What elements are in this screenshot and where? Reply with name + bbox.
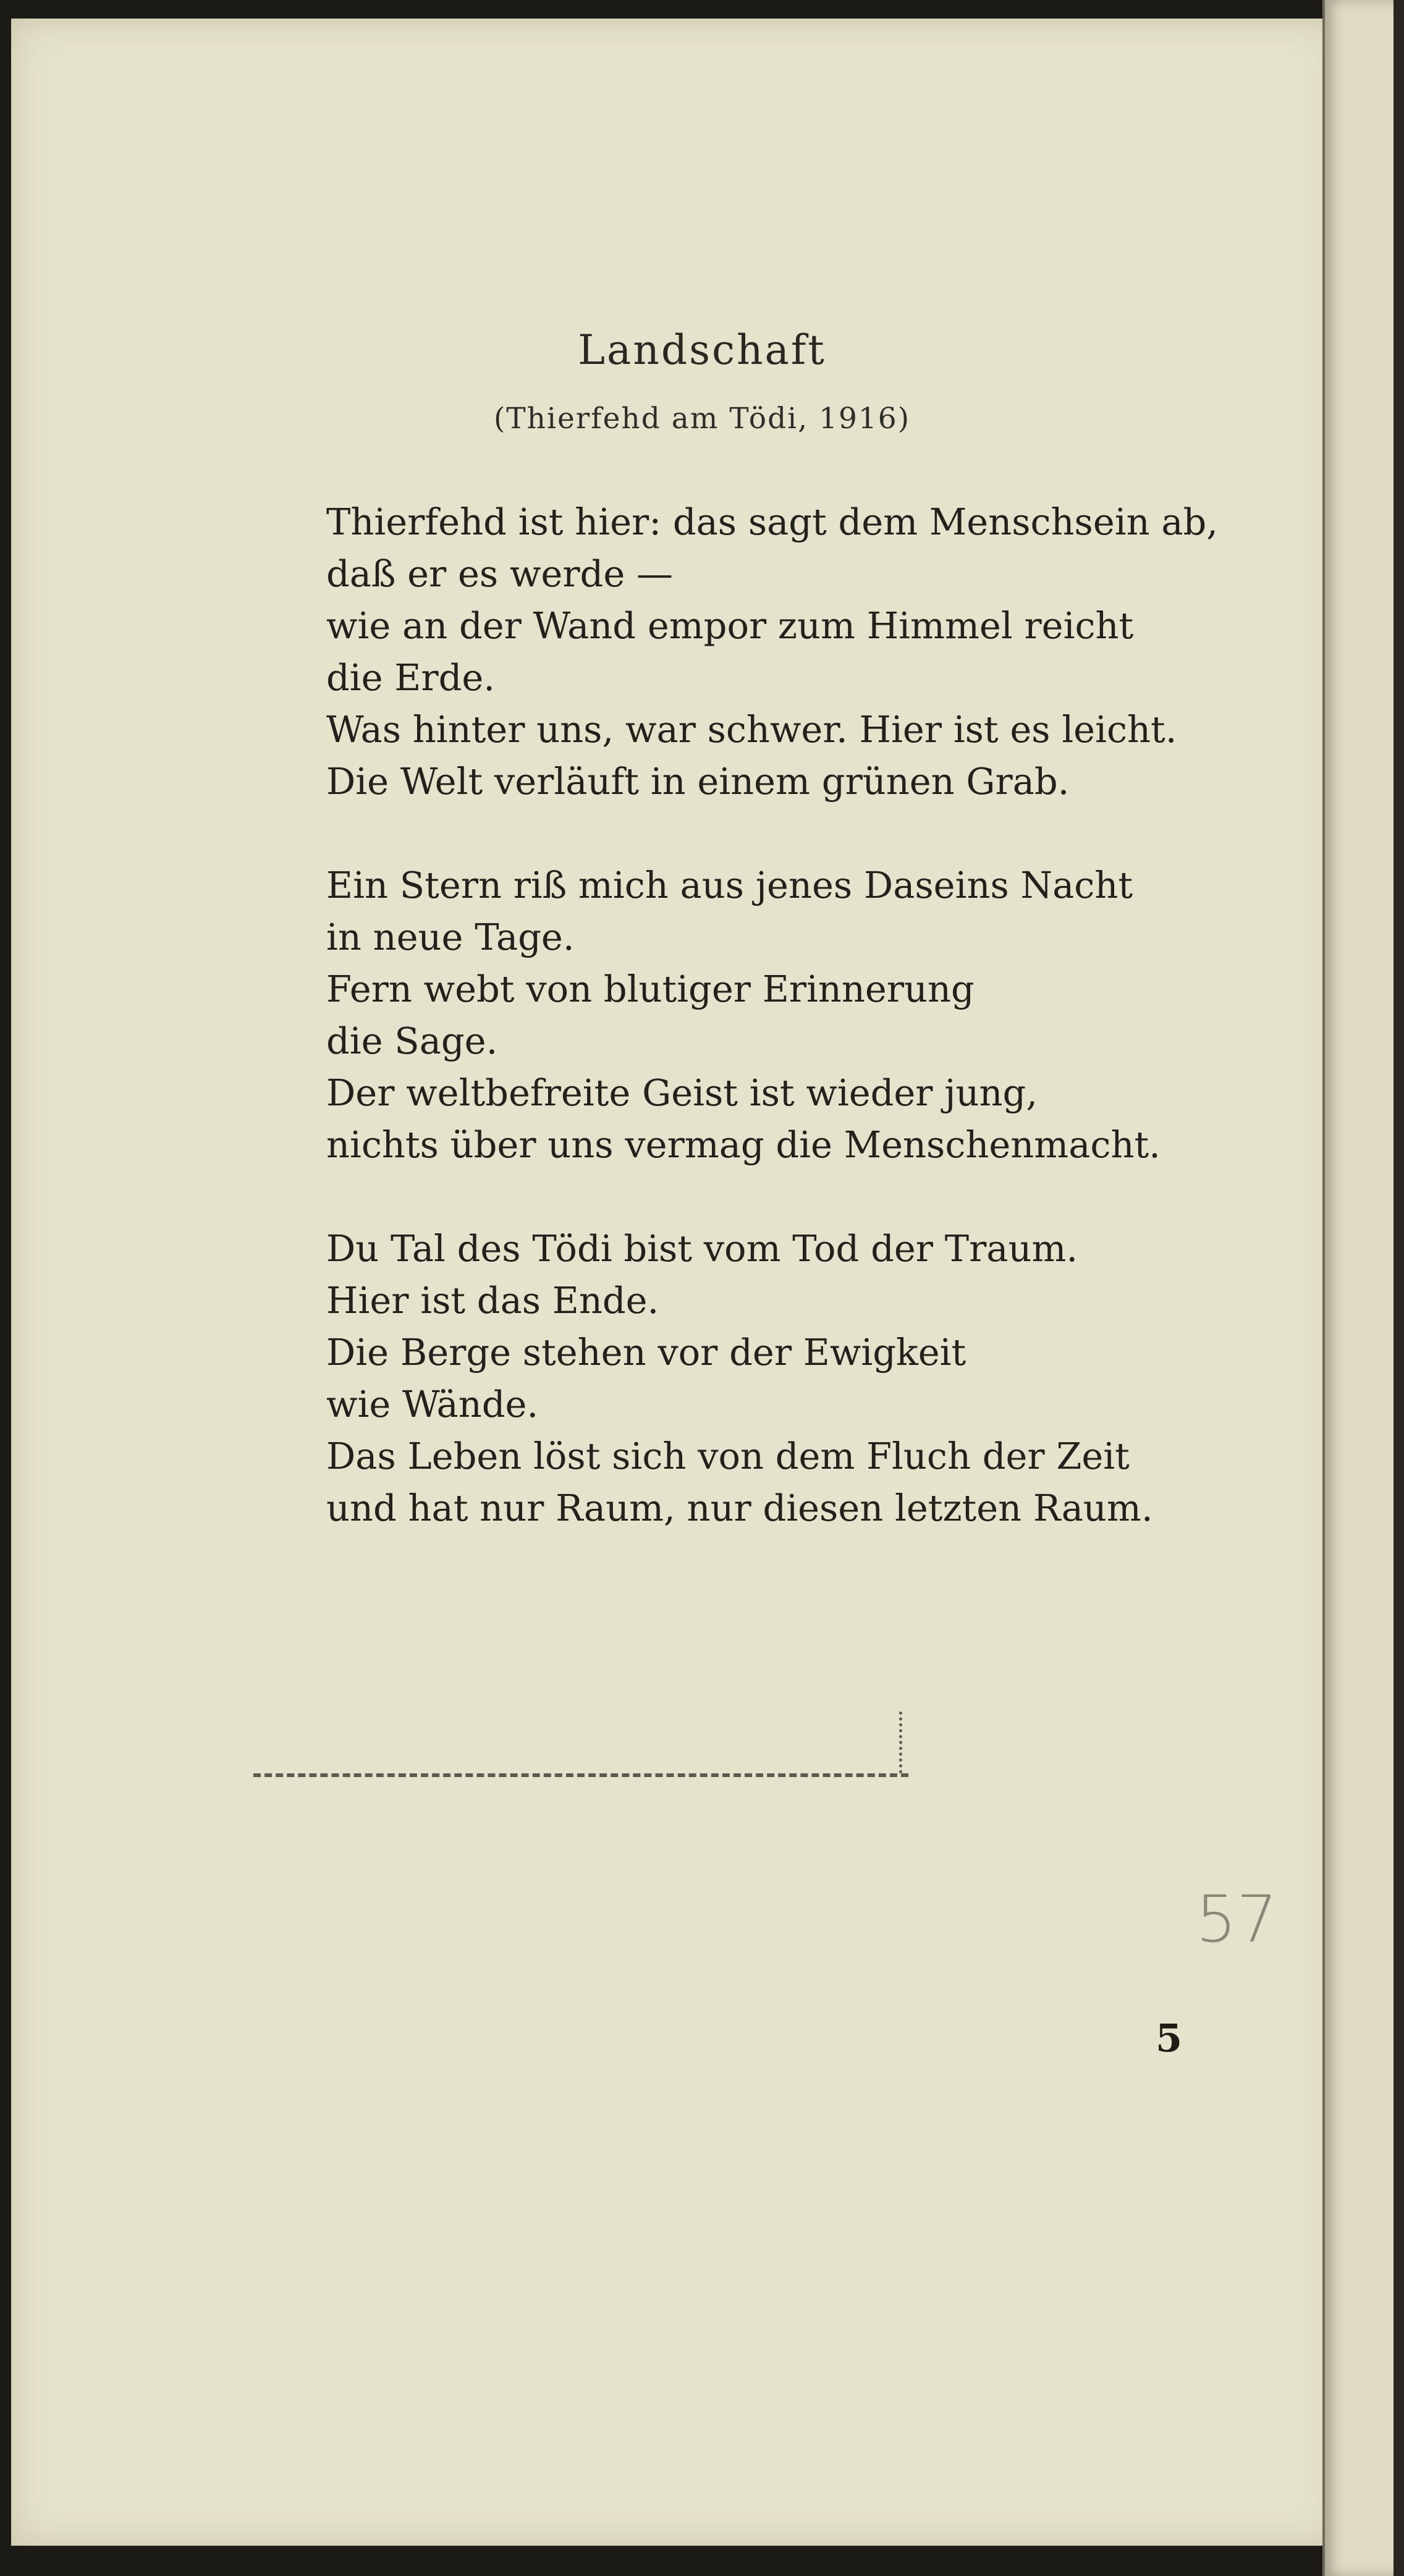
- poem-line: wie an der Wand empor zum Himmel reicht: [326, 604, 1134, 647]
- poem-body: [326, 496, 1218, 1586]
- next-page-edge: [1322, 0, 1404, 2576]
- poem-subtitle: (Thierfehd am Tödi, 1916): [493, 402, 911, 436]
- poem-line: die Erde.: [326, 656, 496, 699]
- poem-line: Der weltbefreite Geist ist wieder jung,: [326, 1071, 1038, 1114]
- stanza-1: [326, 496, 1218, 808]
- poem-line: Die Welt verläuft in einem grünen Grab.: [326, 760, 1070, 803]
- poem-line: Was hinter uns, war schwer. Hier ist es leicht.: [326, 708, 1177, 751]
- poem-line: Das Leben löst sich von dem Fluch der Zeit: [326, 1435, 1130, 1477]
- poem-line: nichts über uns vermag die Menschenmacht.: [326, 1123, 1161, 1166]
- poem-line: Hier ist das Ende.: [326, 1279, 659, 1322]
- poem-line: Die Berge stehen vor der Ewigkeit: [326, 1331, 966, 1374]
- printed-rule: [253, 1773, 908, 1777]
- poem-line: in neue Tage.: [326, 916, 575, 958]
- scan-border: [1393, 0, 1404, 2576]
- poem-line: Ein Stern riß mich aus jenes Daseins Nacht: [326, 864, 1133, 906]
- poem-line: Fern webt von blutiger Erinnerung: [326, 968, 975, 1010]
- poem-line: wie Wände.: [326, 1383, 539, 1425]
- poem-line: daß er es werde —: [326, 552, 673, 595]
- pencil-page-number: 57: [1196, 1881, 1278, 1957]
- printed-rule-end: [899, 1712, 902, 1773]
- stanza-2: [326, 859, 1218, 1171]
- poem-line: Du Tal des Tödi bist vom Tod der Traum.: [326, 1227, 1078, 1270]
- poem-title: Landschaft: [578, 326, 826, 374]
- poem-line: Thierfehd ist hier: das sagt dem Menschsein ab,: [326, 500, 1219, 543]
- poem-line: die Sage.: [326, 1020, 498, 1062]
- poem-line: und hat nur Raum, nur diesen letzten Raum.: [326, 1487, 1153, 1529]
- signature-mark: 5: [1156, 2016, 1183, 2061]
- stanza-3: [326, 1223, 1218, 1534]
